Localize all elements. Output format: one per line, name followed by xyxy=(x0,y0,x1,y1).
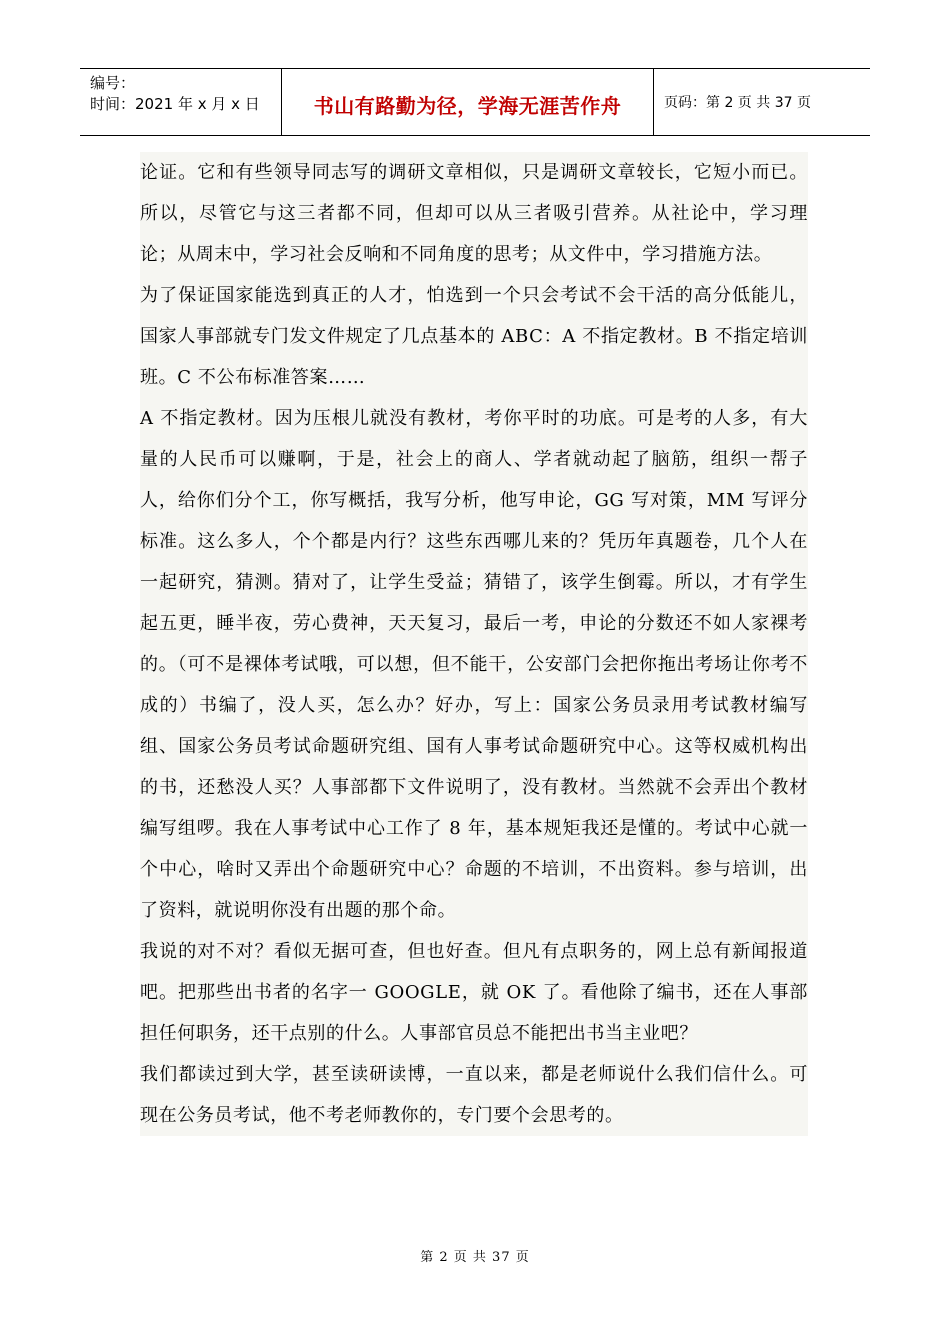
body-paragraph: A 不指定教材。因为压根儿就没有教材，考你平时的功底。可是考的人多，有大量的人民币可以赚啊，于是，社会上的商人、学者就动起了脑筋，组织一帮子人，给你们分个工，你写概括，我写分析，他写申论，GG 写对策，MM 写评分标准。这么多人，个个都是内行？这些东西哪儿来的？凭历年真题卷，几个人在一起研究，猜测。猜对了，让学生受益；猜错了，该学生倒霉。所以，才有学生起五更，睡半夜，劳心费神，天天复习，最后一考，申论的分数还不如人家裸考的。（可不是裸体考试哦，可以想，但不能干，公安部门会把你拖出考场让你考不成的）书编了，没人买，怎么办？好办，写上：国家公务员录用考试教材编写组、国家公务员考试命题研究组、国有人事考试命题研究中心。这等权威机构出的书，还愁没人买？人事部都下文件说明了，没有教材。当然就不会弄出个教材编写组啰。我在人事考试中心工作了 8 年，基本规矩我还是懂的。考试中心就一个中心，啥时又弄出个命题研究中心？命题的不培训，不出资料。参与培训，出了资料，就说明你没有出题的那个命。 xyxy=(140,408,808,921)
document-body xyxy=(140,152,808,1136)
footer-page-number: 第 2 页 共 37 页 xyxy=(420,1250,530,1265)
header-meta-cell xyxy=(80,69,282,135)
body-paragraph: 我说的对不对？看似无据可查，但也好查。但凡有点职务的，网上总有新闻报道吧。把那些出书者的名字一 GOOGLE，就 OK 了。看他除了编书，还在人事部担任何职务，还干点别的什么。人事部官员总不能把出书当主业吧？ xyxy=(140,941,808,1044)
page-footer xyxy=(0,1246,950,1265)
doc-number-label: 编号： xyxy=(90,74,136,92)
body-paragraph: 我们都读过到大学，甚至读研读博，一直以来，都是老师说什么我们信什么。可现在公务员考试，他不考老师教你的，专门要个会思考的。 xyxy=(140,1064,808,1126)
header-page-cell xyxy=(654,69,870,135)
header-motto-cell xyxy=(282,69,654,135)
document-header xyxy=(80,68,870,136)
header-page-info: 页码：第 2 页 共 37 页 xyxy=(664,95,811,111)
header-motto: 书山有路勤为径，学海无涯苦作舟 xyxy=(313,93,622,118)
doc-date-label: 时间：2021 年 x 月 x 日 xyxy=(90,95,260,113)
body-paragraph: 论证。它和有些领导同志写的调研文章相似，只是调研文章较长，它短小而已。所以，尽管它与这三者都不同，但却可以从三者吸引营养。从社论中，学习理论；从周末中，学习社会反响和不同角度的思考；从文件中，学习措施方法。 xyxy=(140,162,808,265)
body-paragraph: 为了保证国家能选到真正的人才，怕选到一个只会考试不会干活的高分低能儿，国家人事部就专门发文件规定了几点基本的 ABC：A 不指定教材。B 不指定培训班。C 不公布标准答案…… xyxy=(140,285,808,388)
